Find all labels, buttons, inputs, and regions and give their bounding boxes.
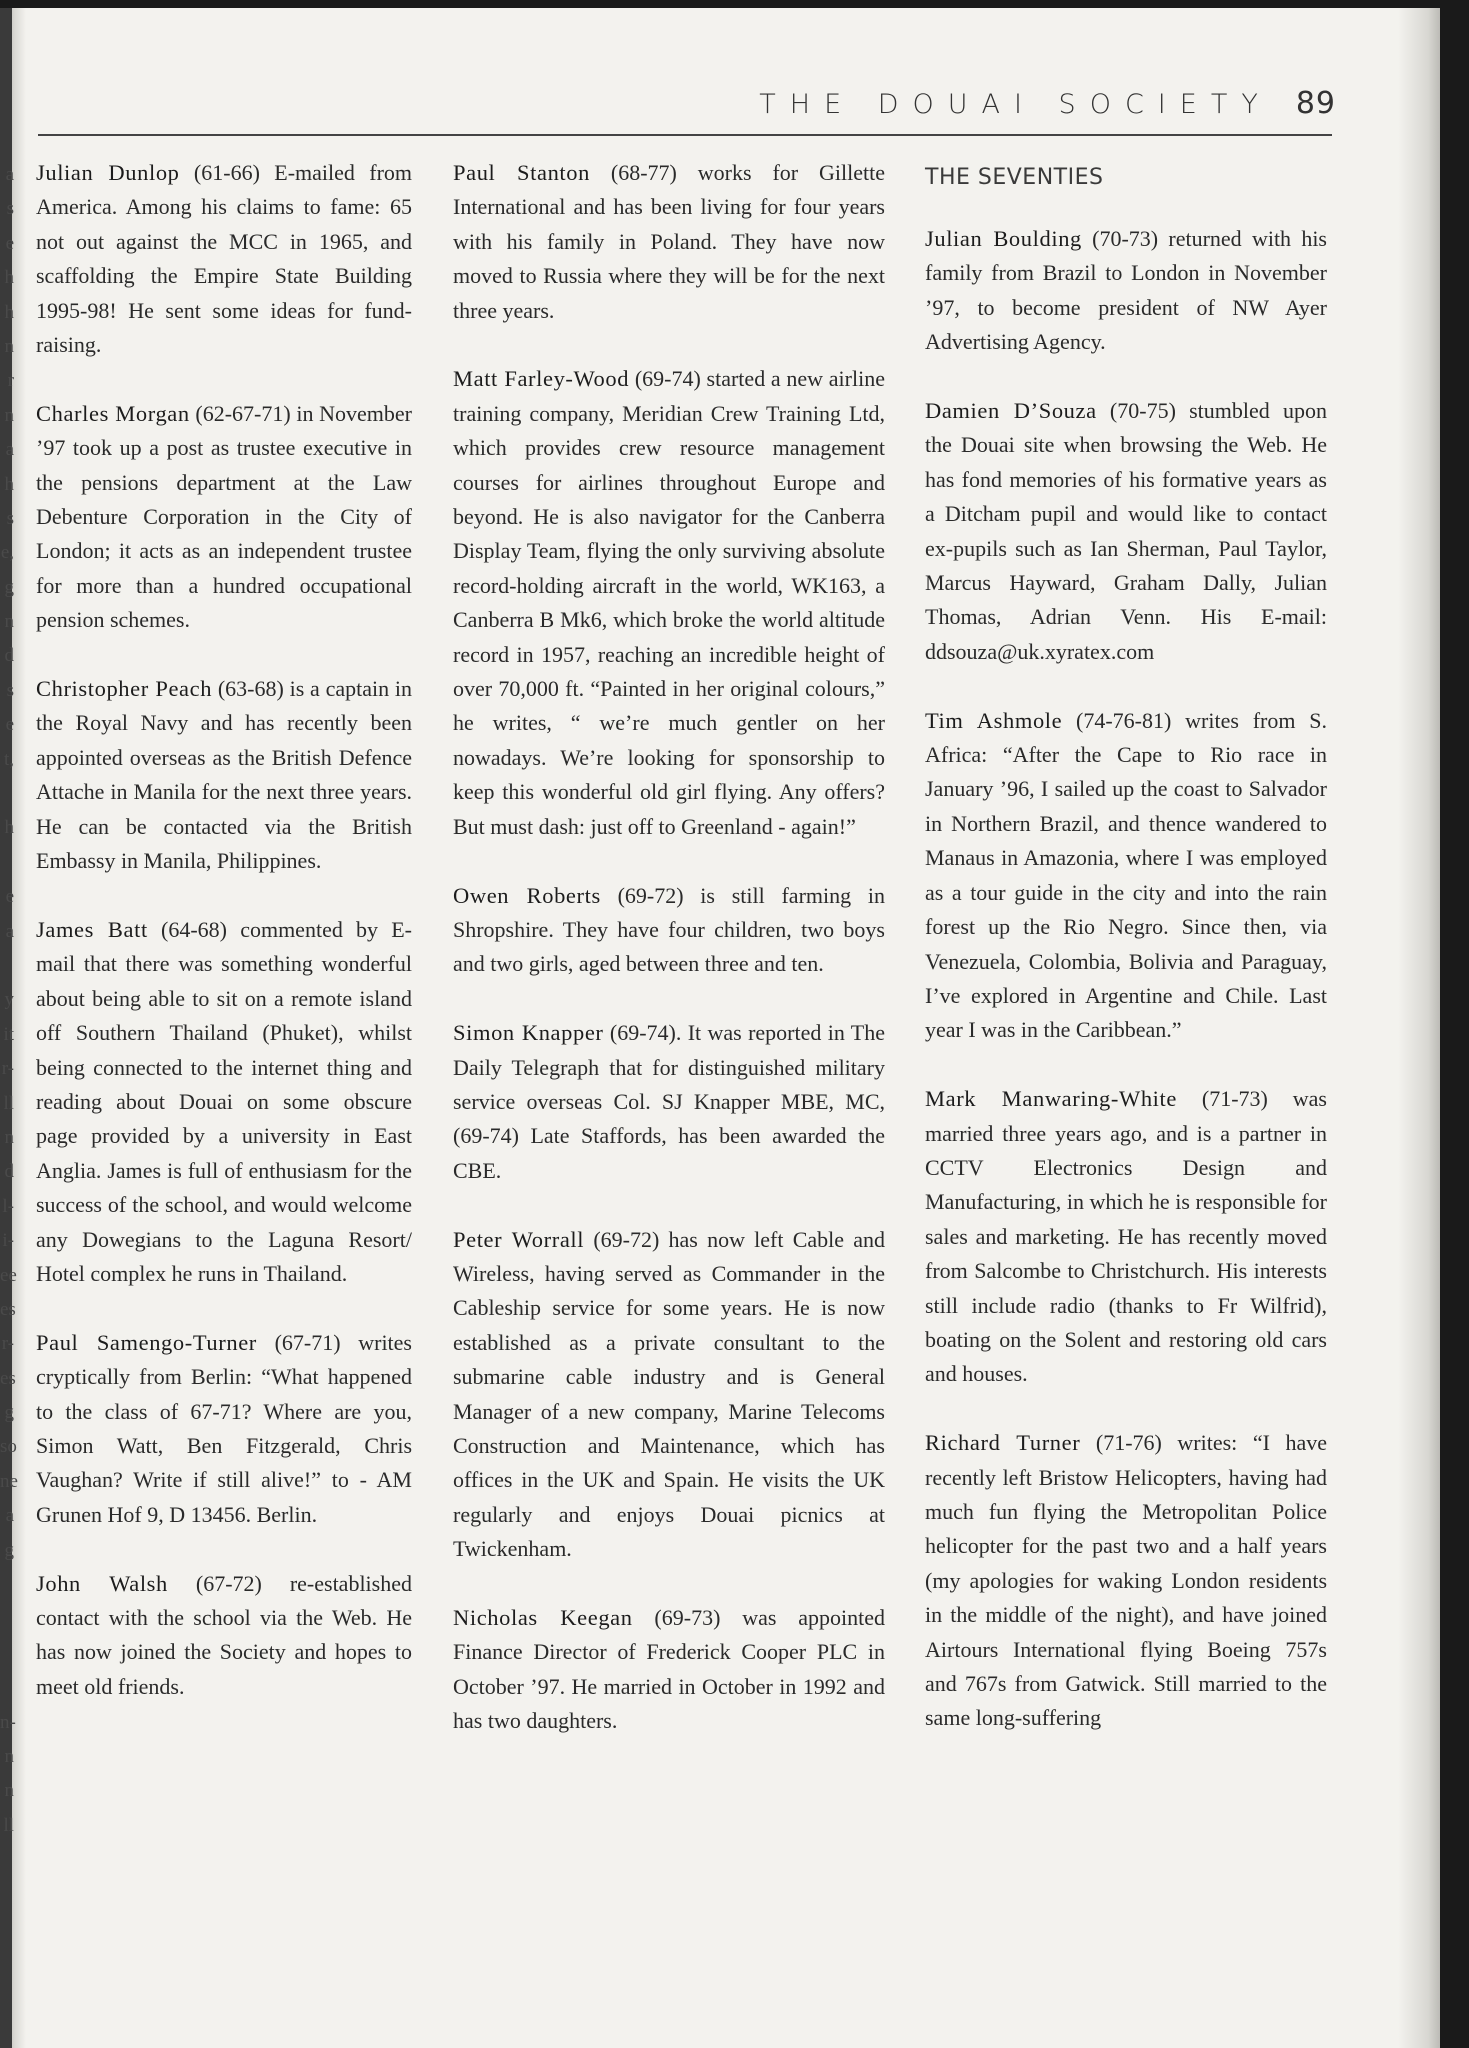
fragment-letter: n [4, 1126, 14, 1148]
fragment-letter: g [4, 576, 14, 598]
fragment-letter: g [4, 1402, 14, 1424]
alumni-entry [453, 1223, 885, 1567]
fragment-letter: n [4, 404, 14, 426]
alumni-name: Richard Turner [925, 1430, 1081, 1456]
alumni-name: Nicholas Keegan [453, 1604, 633, 1630]
fragment-letter: a [5, 439, 14, 461]
previous-page-text-fragment [0, 158, 18, 1843]
fragment-letter: n- [0, 1711, 16, 1733]
text-column-2 [453, 156, 885, 1773]
fragment-letter: t, [3, 748, 14, 770]
fragment-letter: l- [2, 1195, 14, 1217]
fragment-letter: r- [1, 1333, 14, 1355]
fragment-letter: h [4, 301, 14, 323]
fragment-letter [0, 846, 14, 880]
fragment-letter [0, 949, 14, 983]
alumni-entry [453, 1016, 885, 1188]
alumni-name: Damien D’Souza [925, 398, 1097, 424]
entry-text: (70-73) returned with his family from Brazil to London in November ’97, to become president of NW Ayer Advertising Agency. [925, 226, 1327, 355]
fragment-letter: a [5, 164, 14, 185]
fragment-letter: r [7, 370, 14, 392]
fragment-letter: it [3, 1023, 14, 1045]
fragment-letter: a [5, 1505, 14, 1527]
fragment-letter: i- [2, 1230, 14, 1252]
fragment-letter: e, [0, 542, 14, 564]
alumni-entry [36, 397, 412, 638]
fragment-letter [0, 1602, 14, 1636]
alumni-entry [925, 1426, 1327, 1736]
fragment-letter [0, 777, 14, 811]
fragment-letter: ll [3, 1092, 14, 1114]
entry-text: (67-71) writes cryptically from Berlin: “What happened to the class of 67-71? Where are you, Simon Watt, Ben Fitzgerald, Chris Vaughan? Write if still alive!” to - AM Grunen Hof 9, D 13456. Berlin. [36, 1329, 412, 1527]
alumni-name: Simon Knapper [453, 1020, 604, 1046]
fragment-letter: e [5, 714, 14, 736]
alumni-name: Tim Ashmole [925, 707, 1063, 733]
header-rule [38, 134, 1332, 136]
fragment-letter: s [6, 198, 14, 220]
alumni-entry [453, 1601, 885, 1739]
fragment-letter: n [4, 1780, 14, 1802]
fragment-letter: g [4, 1539, 14, 1561]
alumni-entry [453, 879, 885, 982]
entry-text: (69-72) has now left Cable and Wireless, having served as Commander in the Cableship service for some years. He is now established as a private consultant to the submarine cable industry and is General Manager of a new company, Marine Telecoms Construction and Maintenance, which has offices in the UK and Spain. He visits the UK regularly and enjoys Douai picnics at Twickenham. [453, 1226, 885, 1562]
entry-text: (69-73) was appointed Finance Director of Frederick Cooper PLC in October ’97. He married in October in 1992 and has two daughters. [453, 1604, 885, 1734]
alumni-name: Matt Farley-Wood [453, 366, 630, 392]
fragment-letter: so [0, 1436, 17, 1458]
fragment-letter: es [0, 1298, 16, 1320]
entry-text: (69-74) started a new airline training company, Meridian Crew Training Ltd, which provides crew resource management courses for airlines throughout Europe and beyond. He is also navigator for the Canberra Display Team, flying the only surviving absolute record-holding aircraft in the world, WK163, a Canberra B Mk6, which broke the world altitude record in 1957, reaching an incredible height of over 70,000 ft. “Painted in her original colours,” he writes, “ we’re much gentler on her nowadays. We’re looking for sponsorship to keep this wonderful old girl flying. Any offers? But must dash: just off to Greenland - again!” [453, 366, 885, 839]
alumni-name: Julian Boulding [925, 226, 1082, 251]
fragment-letter: h [4, 473, 14, 495]
alumni-entry [925, 1082, 1327, 1392]
entry-text: (67-72) re-established contact with the school via the Web. He has now joined the Society and hopes to meet old friends. [36, 1570, 412, 1699]
fragment-letter: h [4, 817, 14, 839]
alumni-entry [36, 1326, 412, 1532]
text-column-1 [36, 156, 412, 1739]
entry-text: (62-67-71) in November ’97 took up a post as trustee executive in the pensions department at the Law Debenture Corporation in the City of London; it acts as an independent trustee for more than a hundred occupational pension schemes. [36, 400, 412, 633]
fragment-letter: e [5, 232, 14, 254]
alumni-entry [925, 222, 1327, 360]
fragment-letter: es [0, 1367, 16, 1389]
alumni-name: James Batt [36, 916, 148, 942]
fragment-letter: ee [0, 1264, 17, 1286]
entry-text: (69-74). It was reported in The Daily Telegraph that for distinguished military service overseas Col. SJ Knapper MBE, MC, (69-74) Late Staffords, has been awarded the CBE. [453, 1020, 886, 1183]
entry-text: (74-76-81) writes from S. Africa: “After the Cape to Rio race in January ’96, I sailed up the coast to Salvador in Northern Brazil, and thence wandered to Manaus in Amazonia, where I was employed as a tour guide in the city and into the rain forest up the Rio Negro. Since then, via Venezuela, Colombia, Bolivia and Paraguay, I’ve explored in Argentine and Chile. Last year I was in the Caribbean.” [925, 707, 1327, 1043]
alumni-name: Mark Manwaring-White [925, 1086, 1177, 1112]
alumni-name: Paul Samengo-Turner [36, 1329, 257, 1355]
text-column-3 [925, 156, 1327, 1770]
alumni-entry [36, 672, 412, 878]
alumni-name: Owen Roberts [453, 882, 601, 908]
page-number: 89 [1295, 86, 1336, 121]
fragment-letter: d [4, 1161, 14, 1183]
alumni-name: Paul Stanton [453, 160, 590, 185]
entry-text: (71-73) was married three years ago, and is a partner in CCTV Electronics Design and Manufacturing, in which he is responsible for sales and marketing. He has recently moved from Salcombe to Christchurch. His interests still include radio (thanks to Fr Wilfrid), boating on the Solent and restoring old cars and houses. [925, 1086, 1327, 1387]
alumni-name: Peter Worrall [453, 1226, 585, 1252]
entry-text: (63-68) is a captain in the Royal Navy and has recently been appointed overseas as the British Defence Attache in Manila for the next three years. He can be contacted via the British Embassy in Manila, Philippines. [36, 676, 412, 874]
column-3-entries [925, 222, 1327, 1736]
fragment-letter: r- [1, 1058, 14, 1080]
fragment-letter: n [4, 611, 14, 633]
alumni-name: Julian Dunlop [36, 160, 180, 185]
running-header [740, 86, 1336, 128]
entry-text: (69-72) is still farming in Shropshire. They have four children, two boys and two girls, aged between three and ten. [453, 882, 885, 977]
alumni-name: Charles Morgan [36, 400, 190, 426]
magazine-page [0, 8, 1440, 2048]
entry-text: (70-75) stumbled upon the Douai site when browsing the Web. He has fond memories of his formative years as a Ditcham pupil and would like to contact ex-pupils such as Ian Sherman, Paul Taylor, Marcus Hayward, Graham Dally, Julian Thomas, Adrian Venn. His E-mail: ddsouza@uk.xyratex.com [925, 398, 1327, 664]
fragment-letter: y [4, 989, 14, 1011]
fragment-letter: s [6, 507, 14, 529]
fragment-letter: ne [0, 1470, 18, 1492]
fragment-letter: ll [3, 1814, 14, 1836]
alumni-name: Christopher Peach [36, 676, 213, 702]
section-heading: THE SEVENTIES [925, 165, 1104, 190]
entry-text: (64-68) commented by E-mail that there was something wonderful about being able to sit on a remote island off Southern Thailand (Phuket), whilst being connected to the internet thing and reading about Douai on some obscure page provided by a university in East Anglia. James is full of enthusiasm for the success of the school, and would welcome any Dowegians to the Laguna Resort/ Hotel complex he runs in Thailand. [36, 916, 412, 1286]
entry-text: (68-77) works for Gillette International and has been living for four years with his family in Poland. They have now moved to Russia where they will be for the next three years. [453, 160, 885, 323]
fragment-letter: a [5, 920, 14, 942]
fragment-letter: h [4, 267, 14, 289]
fragment-letter: d [4, 645, 14, 667]
entry-text: (71-76) writes: “I have recently left Bristow Helicopters, having had much fun flying the Metropolitan Police helicopter for the past two and a half years (my apologies for waking London residents in the middle of the night), and have joined Airtours International flying Boeing 757s and 767s from Gatwick. Still married to the same long-suffering [925, 1430, 1327, 1731]
fragment-letter [0, 1637, 14, 1671]
alumni-entry [925, 394, 1327, 669]
alumni-entry [36, 1567, 412, 1705]
alumni-entry [453, 156, 885, 328]
alumni-entry [36, 156, 412, 362]
fragment-letter: n [4, 335, 14, 357]
fragment-letter [0, 1568, 14, 1602]
entry-text: (61-66) E-mailed from America. Among his claims to fame: 65 not out against the MCC in 1965, and scaffolding the Empire State Building 1995-98! He sent some ideas for fund-raising. [36, 160, 413, 358]
fragment-letter [0, 1671, 14, 1705]
alumni-name: John Walsh [36, 1570, 168, 1596]
fragment-letter: s [6, 679, 14, 701]
fragment-letter: n [4, 1745, 14, 1767]
header-title: THE DOUAI SOCIETY [759, 89, 1272, 120]
fragment-letter: e [5, 886, 14, 908]
page-edge-shadow [1398, 8, 1440, 2048]
alumni-entry [925, 704, 1327, 1048]
alumni-entry [453, 362, 885, 844]
alumni-entry [36, 913, 412, 1291]
